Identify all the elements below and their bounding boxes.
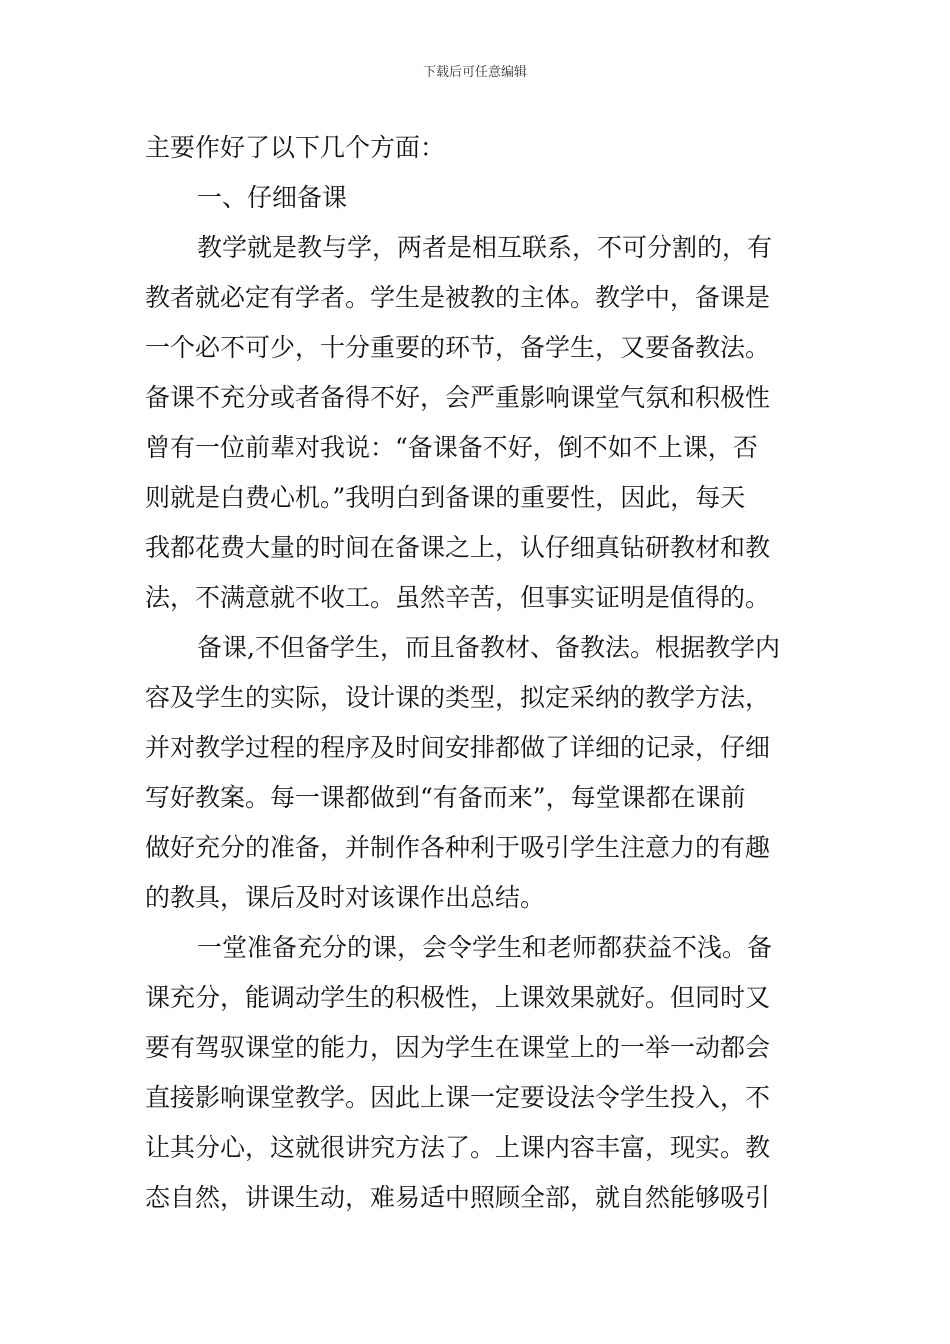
text-line: 则就是白费心机。”我明白到备课的重要性，因此，每天: [145, 483, 746, 512]
text-line: 我都花费大量的时间在备课之上，认仔细真钻研教材和教: [145, 533, 771, 562]
text-line: 直接影响课堂教学。因此上课一定要设法令学生投入，不: [145, 1083, 771, 1112]
text-line: 让其分心，这就很讲究方法了。上课内容丰富，现实。教: [145, 1133, 771, 1162]
text-line: 容及学生的实际，设计课的类型，拟定采纳的教学方法，: [145, 683, 771, 712]
text-line: 法，不满意就不收工。虽然辛苦，但事实证明是值得的。: [145, 583, 771, 612]
text-line: 写好教案。每一课都做到“有备而来”，每堂课都在课前: [145, 783, 746, 812]
page-header: 下载后可任意编辑: [422, 65, 527, 80]
text-line: 主要作好了以下几个方面：: [145, 133, 446, 162]
section-heading: 一、仔细备课: [197, 183, 348, 212]
text-line: 教学就是教与学，两者是相互联系，不可分割的，有: [197, 233, 773, 262]
text-line: 一个必不可少，十分重要的环节，备学生，又要备教法。: [145, 333, 771, 362]
document-body: [145, 123, 807, 1223]
text-line: 备课不充分或者备得不好，会严重影响课堂气氛和积极性: [145, 383, 771, 412]
text-line: 并对教学过程的程序及时间安排都做了详细的记录，仔细: [145, 733, 771, 762]
text-line: 的教具，课后及时对该课作出总结。: [145, 883, 546, 912]
text-line: 备课,不但备学生，而且备教材、备教法。根据教学内: [197, 633, 780, 662]
text-line: 要有驾驭课堂的能力，因为学生在课堂上的一举一动都会: [145, 1033, 771, 1062]
text-line: 曾有一位前辈对我说：“备课备不好，倒不如不上课，否: [145, 433, 758, 462]
text-line: 一堂准备充分的课，会令学生和老师都获益不浅。备: [197, 933, 773, 962]
text-line: 教者就必定有学者。学生是被教的主体。教学中，备课是: [145, 283, 771, 312]
text-line: 态自然，讲课生动，难易适中照顾全部，就自然能够吸引: [145, 1183, 771, 1212]
text-line: 课充分，能调动学生的积极性，上课效果就好。但同时又: [145, 983, 771, 1012]
text-line: 做好充分的准备，并制作各种利于吸引学生注意力的有趣: [145, 833, 771, 862]
